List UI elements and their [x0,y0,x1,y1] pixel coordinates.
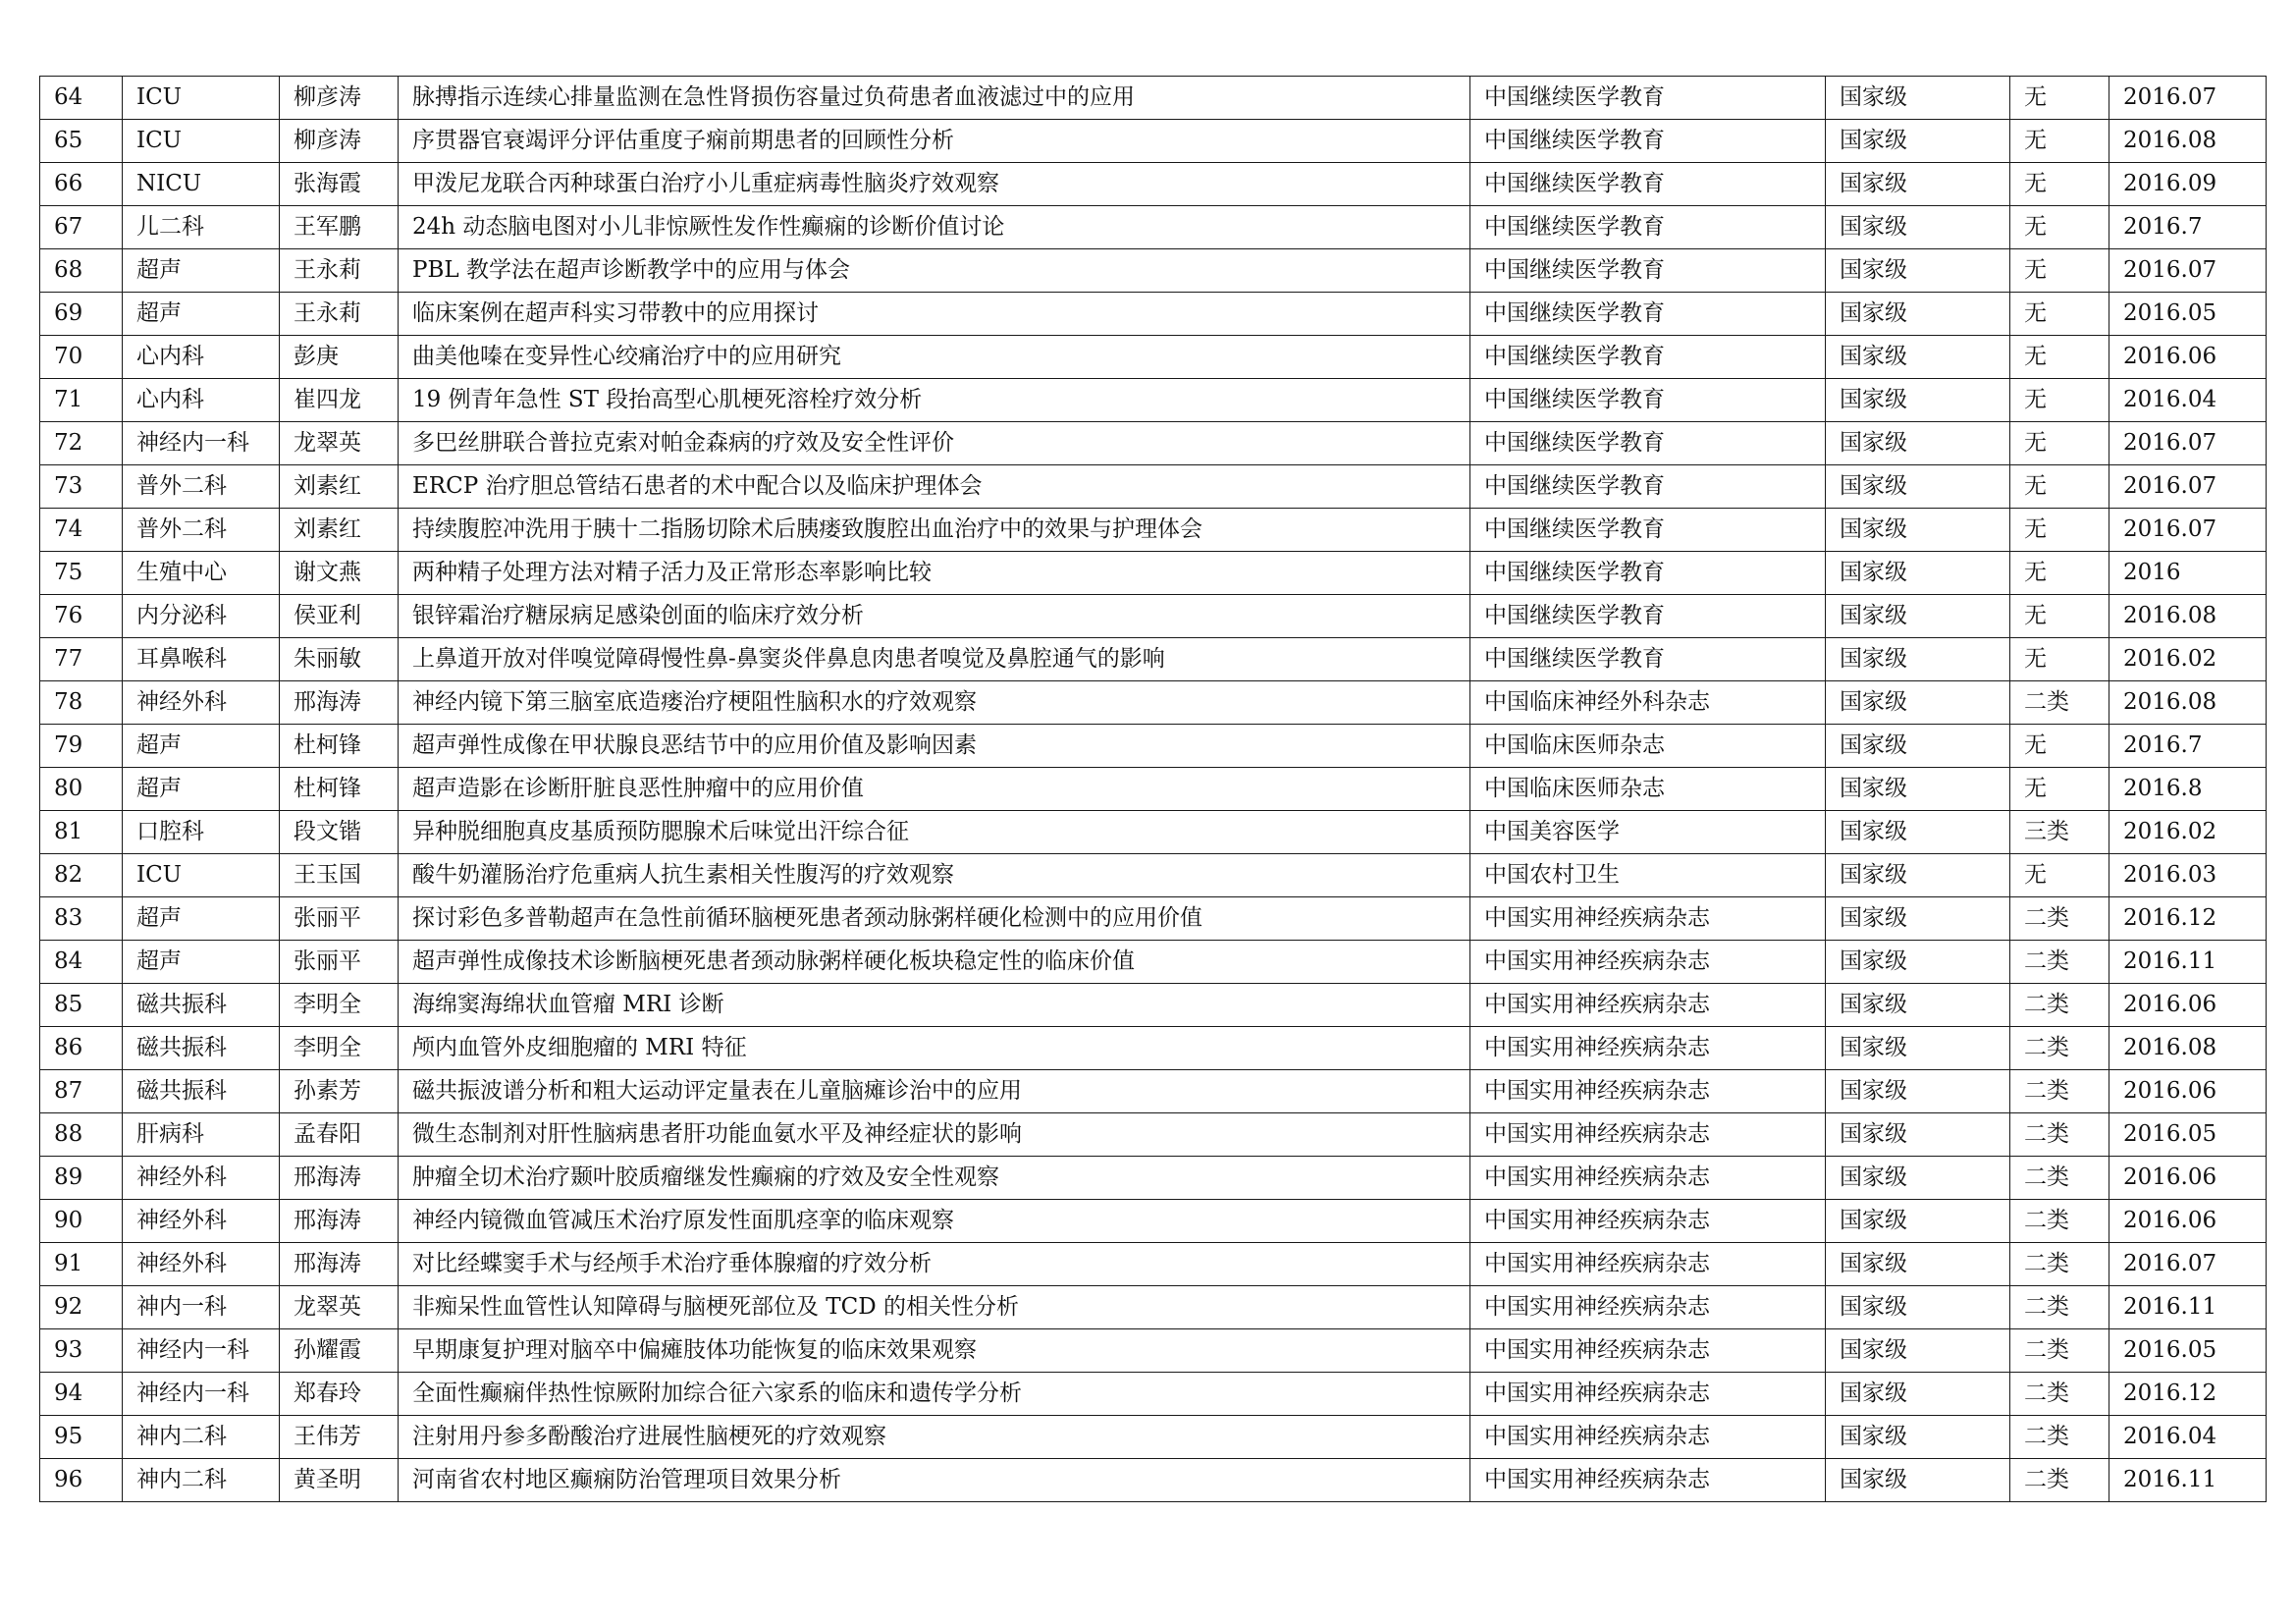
row-number-cell: 76 [40,595,123,638]
journal-cell: 中国继续医学教育 [1470,552,1826,595]
paper-title-cell: 非痴呆性血管性认知障碍与脑梗死部位及 TCD 的相关性分析 [399,1286,1470,1329]
row-number-cell: 77 [40,638,123,681]
row-number-cell: 88 [40,1113,123,1157]
row-number-cell: 78 [40,681,123,725]
department-cell: 神经外科 [123,681,280,725]
publication-date-cell: 2016.12 [2109,1373,2267,1416]
department-cell: NICU [123,163,280,206]
publication-date-cell: 2016.8 [2109,768,2267,811]
paper-title-cell: PBL 教学法在超声诊断教学中的应用与体会 [399,249,1470,293]
journal-level-cell: 国家级 [1826,897,2010,941]
author-cell: 郑春玲 [280,1373,399,1416]
paper-title-cell: 曲美他嗪在变异性心绞痛治疗中的应用研究 [399,336,1470,379]
journal-level-cell: 国家级 [1826,1459,2010,1502]
paper-title-cell: 超声弹性成像在甲状腺良恶结节中的应用价值及影响因素 [399,725,1470,768]
department-cell: 耳鼻喉科 [123,638,280,681]
publication-date-cell: 2016.05 [2109,1329,2267,1373]
row-number-cell: 87 [40,1070,123,1113]
journal-cell: 中国实用神经疾病杂志 [1470,1113,1826,1157]
publication-date-cell: 2016.06 [2109,336,2267,379]
author-cell: 孙耀霞 [280,1329,399,1373]
author-cell: 柳彦涛 [280,77,399,120]
author-cell: 邢海涛 [280,1243,399,1286]
author-cell: 张海霞 [280,163,399,206]
author-cell: 谢文燕 [280,552,399,595]
paper-title-cell: ERCP 治疗胆总管结石患者的术中配合以及临床护理体会 [399,465,1470,509]
journal-category-cell: 无 [2010,163,2109,206]
publication-date-cell: 2016.02 [2109,811,2267,854]
journal-cell: 中国实用神经疾病杂志 [1470,984,1826,1027]
department-cell: 超声 [123,941,280,984]
department-cell: 普外二科 [123,465,280,509]
journal-category-cell: 二类 [2010,1157,2109,1200]
department-cell: 超声 [123,725,280,768]
paper-title-cell: 海绵窦海绵状血管瘤 MRI 诊断 [399,984,1470,1027]
journal-cell: 中国继续医学教育 [1470,379,1826,422]
journal-category-cell: 二类 [2010,1027,2109,1070]
author-cell: 王玉国 [280,854,399,897]
journal-level-cell: 国家级 [1826,509,2010,552]
paper-title-cell: 微生态制剂对肝性脑病患者肝功能血氨水平及神经症状的影响 [399,1113,1470,1157]
row-number-cell: 67 [40,206,123,249]
journal-level-cell: 国家级 [1826,422,2010,465]
department-cell: 神经内一科 [123,1373,280,1416]
journal-cell: 中国继续医学教育 [1470,465,1826,509]
author-cell: 龙翠英 [280,1286,399,1329]
journal-category-cell: 无 [2010,638,2109,681]
journal-cell: 中国美容医学 [1470,811,1826,854]
table-row [40,768,2267,811]
journal-level-cell: 国家级 [1826,768,2010,811]
journal-level-cell: 国家级 [1826,854,2010,897]
department-cell: 肝病科 [123,1113,280,1157]
row-number-cell: 79 [40,725,123,768]
publication-date-cell: 2016.06 [2109,1200,2267,1243]
paper-title-cell: 探讨彩色多普勒超声在急性前循环脑梗死患者颈动脉粥样硬化检测中的应用价值 [399,897,1470,941]
journal-level-cell: 国家级 [1826,984,2010,1027]
journal-cell: 中国临床神经外科杂志 [1470,681,1826,725]
table-row [40,1416,2267,1459]
journal-category-cell: 二类 [2010,941,2109,984]
journal-category-cell: 二类 [2010,1243,2109,1286]
author-cell: 刘素红 [280,465,399,509]
department-cell: 神内二科 [123,1459,280,1502]
department-cell: 神经外科 [123,1200,280,1243]
row-number-cell: 84 [40,941,123,984]
paper-title-cell: 银锌霜治疗糖尿病足感染创面的临床疗效分析 [399,595,1470,638]
department-cell: ICU [123,854,280,897]
author-cell: 李明全 [280,1027,399,1070]
author-cell: 王军鹏 [280,206,399,249]
journal-level-cell: 国家级 [1826,725,2010,768]
paper-title-cell: 甲泼尼龙联合丙种球蛋白治疗小儿重症病毒性脑炎疗效观察 [399,163,1470,206]
row-number-cell: 82 [40,854,123,897]
author-cell: 张丽平 [280,897,399,941]
journal-level-cell: 国家级 [1826,163,2010,206]
table-row [40,595,2267,638]
journal-cell: 中国继续医学教育 [1470,595,1826,638]
row-number-cell: 96 [40,1459,123,1502]
row-number-cell: 92 [40,1286,123,1329]
department-cell: 磁共振科 [123,1027,280,1070]
paper-title-cell: 序贯器官衰竭评分评估重度子痫前期患者的回顾性分析 [399,120,1470,163]
journal-category-cell: 二类 [2010,1416,2109,1459]
author-cell: 王伟芳 [280,1416,399,1459]
journal-category-cell: 无 [2010,120,2109,163]
journal-category-cell: 二类 [2010,1286,2109,1329]
author-cell: 张丽平 [280,941,399,984]
paper-title-cell: 上鼻道开放对伴嗅觉障碍慢性鼻-鼻窦炎伴鼻息肉患者嗅觉及鼻腔通气的影响 [399,638,1470,681]
table-row [40,1070,2267,1113]
table-row [40,379,2267,422]
journal-level-cell: 国家级 [1826,206,2010,249]
journal-level-cell: 国家级 [1826,293,2010,336]
paper-title-cell: 临床案例在超声科实习带教中的应用探讨 [399,293,1470,336]
journal-category-cell: 二类 [2010,681,2109,725]
journal-category-cell: 无 [2010,206,2109,249]
journal-category-cell: 二类 [2010,1459,2109,1502]
row-number-cell: 68 [40,249,123,293]
table-row [40,811,2267,854]
row-number-cell: 72 [40,422,123,465]
publication-date-cell: 2016.04 [2109,1416,2267,1459]
journal-cell: 中国继续医学教育 [1470,422,1826,465]
journal-level-cell: 国家级 [1826,1027,2010,1070]
journal-level-cell: 国家级 [1826,595,2010,638]
journal-cell: 中国实用神经疾病杂志 [1470,1329,1826,1373]
journal-level-cell: 国家级 [1826,249,2010,293]
publication-date-cell: 2016.06 [2109,1070,2267,1113]
table-row [40,1243,2267,1286]
department-cell: 超声 [123,768,280,811]
paper-title-cell: 颅内血管外皮细胞瘤的 MRI 特征 [399,1027,1470,1070]
department-cell: 磁共振科 [123,1070,280,1113]
author-cell: 杜柯锋 [280,768,399,811]
table-row [40,638,2267,681]
journal-cell: 中国实用神经疾病杂志 [1470,1157,1826,1200]
table-row [40,941,2267,984]
journal-level-cell: 国家级 [1826,552,2010,595]
department-cell: 心内科 [123,379,280,422]
department-cell: 超声 [123,293,280,336]
author-cell: 邢海涛 [280,681,399,725]
department-cell: 生殖中心 [123,552,280,595]
journal-cell: 中国继续医学教育 [1470,638,1826,681]
journal-level-cell: 国家级 [1826,1157,2010,1200]
paper-title-cell: 脉搏指示连续心排量监测在急性肾损伤容量过负荷患者血液滤过中的应用 [399,77,1470,120]
table-row [40,465,2267,509]
journal-level-cell: 国家级 [1826,941,2010,984]
journal-level-cell: 国家级 [1826,1113,2010,1157]
paper-title-cell: 注射用丹参多酚酸治疗进展性脑梗死的疗效观察 [399,1416,1470,1459]
department-cell: ICU [123,77,280,120]
journal-cell: 中国实用神经疾病杂志 [1470,1027,1826,1070]
department-cell: 口腔科 [123,811,280,854]
paper-title-cell: 神经内镜下第三脑室底造瘘治疗梗阻性脑积水的疗效观察 [399,681,1470,725]
journal-cell: 中国实用神经疾病杂志 [1470,897,1826,941]
journal-category-cell: 无 [2010,77,2109,120]
journal-cell: 中国农村卫生 [1470,854,1826,897]
journal-category-cell: 二类 [2010,897,2109,941]
journal-level-cell: 国家级 [1826,77,2010,120]
row-number-cell: 80 [40,768,123,811]
department-cell: 儿二科 [123,206,280,249]
table-row [40,1459,2267,1502]
publication-date-cell: 2016.11 [2109,941,2267,984]
journal-level-cell: 国家级 [1826,379,2010,422]
paper-title-cell: 河南省农村地区癫痫防治管理项目效果分析 [399,1459,1470,1502]
row-number-cell: 75 [40,552,123,595]
author-cell: 邢海涛 [280,1200,399,1243]
table-row [40,163,2267,206]
author-cell: 邢海涛 [280,1157,399,1200]
publication-date-cell: 2016.04 [2109,379,2267,422]
row-number-cell: 86 [40,1027,123,1070]
journal-category-cell: 无 [2010,768,2109,811]
row-number-cell: 65 [40,120,123,163]
journal-category-cell: 无 [2010,465,2109,509]
paper-title-cell: 对比经蝶窦手术与经颅手术治疗垂体腺瘤的疗效分析 [399,1243,1470,1286]
paper-title-cell: 超声弹性成像技术诊断脑梗死患者颈动脉粥样硬化板块稳定性的临床价值 [399,941,1470,984]
journal-category-cell: 二类 [2010,984,2109,1027]
row-number-cell: 81 [40,811,123,854]
publication-date-cell: 2016.7 [2109,206,2267,249]
paper-title-cell: 神经内镜微血管减压术治疗原发性面肌痉挛的临床观察 [399,1200,1470,1243]
paper-title-cell: 超声造影在诊断肝脏良恶性肿瘤中的应用价值 [399,768,1470,811]
journal-category-cell: 无 [2010,552,2109,595]
publication-date-cell: 2016.07 [2109,77,2267,120]
journal-cell: 中国实用神经疾病杂志 [1470,1070,1826,1113]
publication-date-cell: 2016.06 [2109,984,2267,1027]
department-cell: 神经外科 [123,1243,280,1286]
department-cell: 神内二科 [123,1416,280,1459]
journal-category-cell: 无 [2010,379,2109,422]
journal-category-cell: 二类 [2010,1113,2109,1157]
row-number-cell: 71 [40,379,123,422]
table-row [40,1200,2267,1243]
journal-cell: 中国继续医学教育 [1470,293,1826,336]
journal-cell: 中国实用神经疾病杂志 [1470,1373,1826,1416]
publication-date-cell: 2016.11 [2109,1286,2267,1329]
publication-date-cell: 2016.11 [2109,1459,2267,1502]
journal-level-cell: 国家级 [1826,120,2010,163]
paper-title-cell: 19 例青年急性 ST 段抬高型心肌梗死溶栓疗效分析 [399,379,1470,422]
journal-level-cell: 国家级 [1826,1243,2010,1286]
author-cell: 李明全 [280,984,399,1027]
journal-cell: 中国继续医学教育 [1470,163,1826,206]
journal-level-cell: 国家级 [1826,1070,2010,1113]
paper-title-cell: 肿瘤全切术治疗颞叶胶质瘤继发性癫痫的疗效及安全性观察 [399,1157,1470,1200]
publication-date-cell: 2016.07 [2109,509,2267,552]
journal-category-cell: 无 [2010,595,2109,638]
publication-date-cell: 2016.08 [2109,1027,2267,1070]
publications-table [39,76,2267,1502]
journal-level-cell: 国家级 [1826,1200,2010,1243]
publication-date-cell: 2016.07 [2109,422,2267,465]
publication-date-cell: 2016.07 [2109,1243,2267,1286]
journal-cell: 中国实用神经疾病杂志 [1470,941,1826,984]
publication-date-cell: 2016.07 [2109,249,2267,293]
author-cell: 龙翠英 [280,422,399,465]
row-number-cell: 93 [40,1329,123,1373]
journal-level-cell: 国家级 [1826,1416,2010,1459]
author-cell: 孟春阳 [280,1113,399,1157]
author-cell: 侯亚利 [280,595,399,638]
journal-cell: 中国实用神经疾病杂志 [1470,1416,1826,1459]
table-row [40,1157,2267,1200]
author-cell: 段文锴 [280,811,399,854]
table-row [40,725,2267,768]
row-number-cell: 95 [40,1416,123,1459]
journal-category-cell: 二类 [2010,1200,2109,1243]
table-row [40,854,2267,897]
journal-category-cell: 无 [2010,725,2109,768]
journal-level-cell: 国家级 [1826,811,2010,854]
journal-cell: 中国临床医师杂志 [1470,768,1826,811]
department-cell: 普外二科 [123,509,280,552]
paper-title-cell: 早期康复护理对脑卒中偏瘫肢体功能恢复的临床效果观察 [399,1329,1470,1373]
author-cell: 彭庚 [280,336,399,379]
journal-cell: 中国实用神经疾病杂志 [1470,1200,1826,1243]
paper-title-cell: 磁共振波谱分析和粗大运动评定量表在儿童脑瘫诊治中的应用 [399,1070,1470,1113]
row-number-cell: 69 [40,293,123,336]
journal-category-cell: 二类 [2010,1373,2109,1416]
row-number-cell: 74 [40,509,123,552]
paper-title-cell: 两种精子处理方法对精子活力及正常形态率影响比较 [399,552,1470,595]
journal-category-cell: 二类 [2010,1070,2109,1113]
journal-category-cell: 无 [2010,293,2109,336]
table-row [40,1286,2267,1329]
author-cell: 黄圣明 [280,1459,399,1502]
table-row [40,984,2267,1027]
journal-cell: 中国继续医学教育 [1470,249,1826,293]
table-row [40,206,2267,249]
department-cell: 超声 [123,249,280,293]
author-cell: 柳彦涛 [280,120,399,163]
journal-cell: 中国实用神经疾病杂志 [1470,1459,1826,1502]
paper-title-cell: 异种脱细胞真皮基质预防腮腺术后味觉出汗综合征 [399,811,1470,854]
author-cell: 孙素芳 [280,1070,399,1113]
publication-date-cell: 2016.12 [2109,897,2267,941]
row-number-cell: 94 [40,1373,123,1416]
publication-date-cell: 2016.08 [2109,681,2267,725]
journal-cell: 中国继续医学教育 [1470,77,1826,120]
table-row [40,1027,2267,1070]
paper-title-cell: 持续腹腔冲洗用于胰十二指肠切除术后胰瘘致腹腔出血治疗中的效果与护理体会 [399,509,1470,552]
department-cell: 磁共振科 [123,984,280,1027]
journal-level-cell: 国家级 [1826,336,2010,379]
department-cell: 神经内一科 [123,422,280,465]
journal-category-cell: 二类 [2010,1329,2109,1373]
journal-cell: 中国临床医师杂志 [1470,725,1826,768]
table-row [40,422,2267,465]
table-row [40,681,2267,725]
author-cell: 朱丽敏 [280,638,399,681]
journal-level-cell: 国家级 [1826,1373,2010,1416]
publication-date-cell: 2016.7 [2109,725,2267,768]
publication-date-cell: 2016.02 [2109,638,2267,681]
journal-level-cell: 国家级 [1826,681,2010,725]
journal-cell: 中国继续医学教育 [1470,120,1826,163]
journal-category-cell: 三类 [2010,811,2109,854]
table-row [40,1329,2267,1373]
paper-title-cell: 24h 动态脑电图对小儿非惊厥性发作性癫痫的诊断价值讨论 [399,206,1470,249]
journal-category-cell: 无 [2010,249,2109,293]
row-number-cell: 89 [40,1157,123,1200]
department-cell: ICU [123,120,280,163]
department-cell: 心内科 [123,336,280,379]
publication-date-cell: 2016.05 [2109,1113,2267,1157]
row-number-cell: 83 [40,897,123,941]
author-cell: 刘素红 [280,509,399,552]
row-number-cell: 73 [40,465,123,509]
author-cell: 杜柯锋 [280,725,399,768]
author-cell: 王永莉 [280,293,399,336]
publication-date-cell: 2016.05 [2109,293,2267,336]
publication-date-cell: 2016.03 [2109,854,2267,897]
table-row [40,120,2267,163]
journal-level-cell: 国家级 [1826,1286,2010,1329]
table-row [40,336,2267,379]
table-row [40,249,2267,293]
table-row [40,897,2267,941]
journal-cell: 中国实用神经疾病杂志 [1470,1243,1826,1286]
journal-category-cell: 无 [2010,422,2109,465]
table-row [40,77,2267,120]
publication-date-cell: 2016.09 [2109,163,2267,206]
journal-cell: 中国继续医学教育 [1470,509,1826,552]
row-number-cell: 85 [40,984,123,1027]
table-row [40,509,2267,552]
journal-cell: 中国实用神经疾病杂志 [1470,1286,1826,1329]
row-number-cell: 66 [40,163,123,206]
department-cell: 神内一科 [123,1286,280,1329]
publication-date-cell: 2016.07 [2109,465,2267,509]
journal-level-cell: 国家级 [1826,465,2010,509]
department-cell: 超声 [123,897,280,941]
journal-category-cell: 无 [2010,509,2109,552]
paper-title-cell: 全面性癫痫伴热性惊厥附加综合征六家系的临床和遗传学分析 [399,1373,1470,1416]
table-body [40,77,2267,1502]
department-cell: 神经内一科 [123,1329,280,1373]
table-row [40,552,2267,595]
department-cell: 内分泌科 [123,595,280,638]
publication-date-cell: 2016 [2109,552,2267,595]
journal-category-cell: 无 [2010,336,2109,379]
journal-level-cell: 国家级 [1826,638,2010,681]
author-cell: 崔四龙 [280,379,399,422]
row-number-cell: 91 [40,1243,123,1286]
journal-category-cell: 无 [2010,854,2109,897]
row-number-cell: 90 [40,1200,123,1243]
publication-date-cell: 2016.08 [2109,595,2267,638]
journal-cell: 中国继续医学教育 [1470,336,1826,379]
paper-title-cell: 多巴丝肼联合普拉克索对帕金森病的疗效及安全性评价 [399,422,1470,465]
publication-date-cell: 2016.08 [2109,120,2267,163]
table-row [40,293,2267,336]
publication-date-cell: 2016.06 [2109,1157,2267,1200]
department-cell: 神经外科 [123,1157,280,1200]
row-number-cell: 64 [40,77,123,120]
author-cell: 王永莉 [280,249,399,293]
journal-cell: 中国继续医学教育 [1470,206,1826,249]
journal-level-cell: 国家级 [1826,1329,2010,1373]
paper-title-cell: 酸牛奶灌肠治疗危重病人抗生素相关性腹泻的疗效观察 [399,854,1470,897]
table-row [40,1373,2267,1416]
row-number-cell: 70 [40,336,123,379]
table-row [40,1113,2267,1157]
